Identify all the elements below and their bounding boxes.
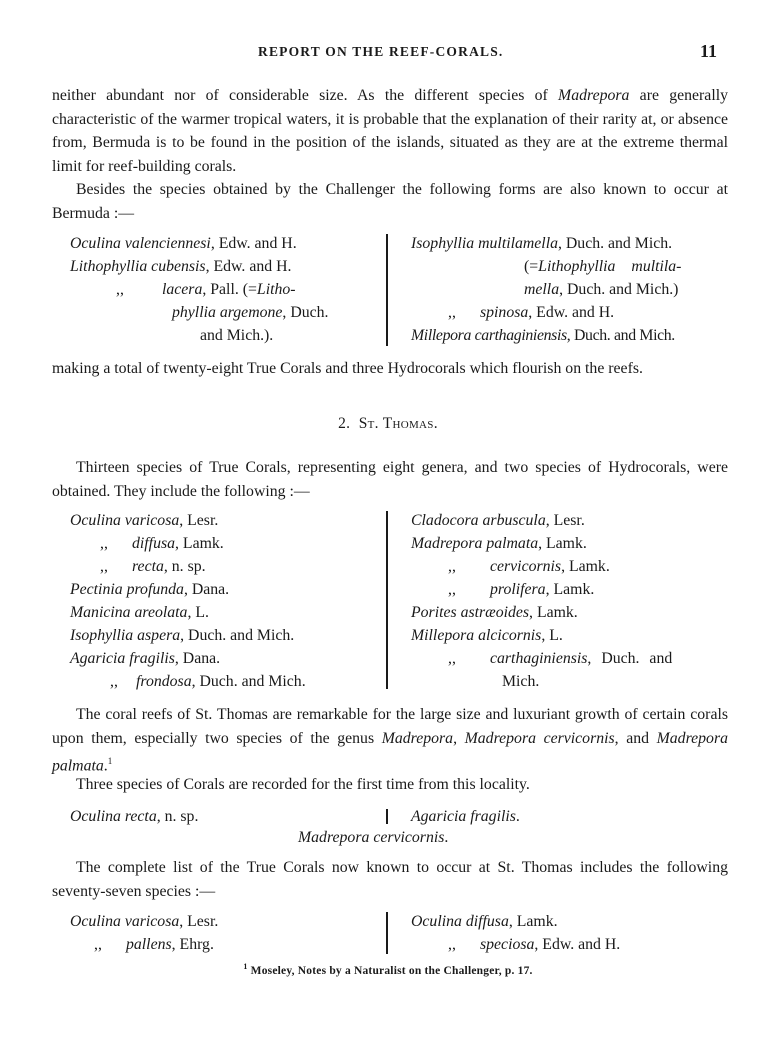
species-entry: Pectinia profunda, Dana. xyxy=(70,581,230,598)
section-heading: 2. St. Thomas. xyxy=(338,415,438,432)
species-entry: Oculina valenciennesi, Edw. and H. xyxy=(70,235,297,252)
species-entry: Manicina areolata, L. xyxy=(70,604,209,621)
species-entry: Oculina diffusa, Lamk. xyxy=(411,913,558,930)
species-entry: ,, pallens, Ehrg. xyxy=(94,933,214,956)
species-entry: ,, cervicornis, Lamk. xyxy=(448,555,610,578)
column-divider xyxy=(386,234,388,346)
first-time-paragraph: Three species of Corals are recorded for the first time from this locality. xyxy=(76,776,530,793)
ditto-mark: ,, xyxy=(100,535,108,552)
species-entry: Isophyllia aspera, Duch. and Mich. xyxy=(70,627,295,644)
species-entry: Agaricia fragilis, Dana. xyxy=(70,650,221,667)
species-entry: Porites astræoides, Lamk. xyxy=(411,604,578,621)
footnote-mark: 1 xyxy=(107,756,113,767)
species-entry: ,, prolifera, Lamk. xyxy=(448,578,594,601)
page-number: 11 xyxy=(700,41,718,61)
species-entry: Madrepora palmata, Lamk. xyxy=(411,535,587,552)
species-entry: ,, spinosa, Edw. and H. xyxy=(448,301,614,324)
ditto-mark: ,, xyxy=(110,673,118,690)
ditto-mark: ,, xyxy=(448,936,456,953)
species-entry-continuation: mella, Duch. and Mich.) xyxy=(524,281,679,298)
species-entry: Madrepora cervicornis. xyxy=(298,829,449,846)
complete-list-intro-paragraph: The complete list of the True Corals now known to occur at St. Thomas includes the following seventy-seven species :— xyxy=(52,859,728,900)
species-entry: Agaricia fragilis. xyxy=(411,808,520,825)
column-divider xyxy=(386,912,388,954)
species-entry-continuation: (=Lithophyllia multila- xyxy=(524,258,682,275)
species-entry: ,, diffusa, Lamk. xyxy=(100,532,224,555)
ditto-mark: ,, xyxy=(448,650,456,667)
species-entry: Millepora alcicornis, L. xyxy=(411,627,563,644)
species-entry: ,, carthaginiensis, Duch. and xyxy=(448,647,672,670)
species-entry: Millepora carthaginiensis, Duch. and Mich. xyxy=(411,327,675,344)
species-entry: Isophyllia multilamella, Duch. and Mich. xyxy=(411,235,673,252)
species-entry: Oculina varicosa, Lesr. xyxy=(70,913,219,930)
species-entry-continuation: and Mich.). xyxy=(200,327,274,344)
st-thomas-intro-paragraph: Thirteen species of True Corals, representing eight genera, and two species of Hydrocorals, were obtained. They include the following :— xyxy=(52,459,728,500)
growth-paragraph: The coral reefs of St. Thomas are remarkable for the large size and luxuriant growth of certain corals upon them, especially two species of the genus Madrepora, Madrepora cervicornis, and Madrepora palmata.$^1$ xyxy=(52,706,728,775)
species-entry: ,, frondosa, Duch. and Mich. xyxy=(110,670,306,693)
ditto-mark: ,, xyxy=(448,581,456,598)
ditto-mark: ,, xyxy=(448,558,456,575)
running-header xyxy=(0,41,776,66)
ditto-mark: ,, xyxy=(100,558,108,575)
species-entry: ,, speciosa, Edw. and H. xyxy=(448,933,620,956)
ditto-mark: ,, xyxy=(448,304,456,321)
species-entry: Oculina recta, n. sp. xyxy=(70,808,199,825)
species-entry: Oculina varicosa, Lesr. xyxy=(70,512,219,529)
species-entry: ,, recta, n. sp. xyxy=(100,555,206,578)
species-entry-continuation: phyllia argemone, Duch. xyxy=(172,304,329,321)
ditto-mark: ,, xyxy=(94,936,102,953)
footnote: $^1$ Moseley, Notes by a Naturalist on the Challenger, p. 17. xyxy=(243,962,533,977)
species-entry-continuation: Mich. xyxy=(502,673,540,690)
species-entry: ,, lacera, Pall. (=Litho- xyxy=(116,278,296,301)
species-entry: Cladocora arbuscula, Lesr. xyxy=(411,512,585,529)
intro-paragraph: neither abundant nor of considerable size. As the different species of Madrepora are generally characteristic of the warmer tropical waters, it is probable that the explanation of their rarity at, or absence from, Bermuda is to be found in the position of the islands, situated as they are at the extreme thermal limit for reef-building corals. xyxy=(52,87,728,176)
species-entry: Lithophyllia cubensis, Edw. and H. xyxy=(70,258,292,275)
bermuda-total-paragraph: making a total of twenty-eight True Corals and three Hydrocorals which flourish on the reefs. xyxy=(52,360,643,377)
column-divider xyxy=(386,511,388,689)
ditto-mark: ,, xyxy=(116,281,124,298)
bermuda-intro-paragraph: Besides the species obtained by the Challenger the following forms are also known to occur at Bermuda :— xyxy=(52,181,728,222)
running-header-title: REPORT ON THE REEF-CORALS. xyxy=(258,44,504,59)
column-divider xyxy=(386,809,388,824)
